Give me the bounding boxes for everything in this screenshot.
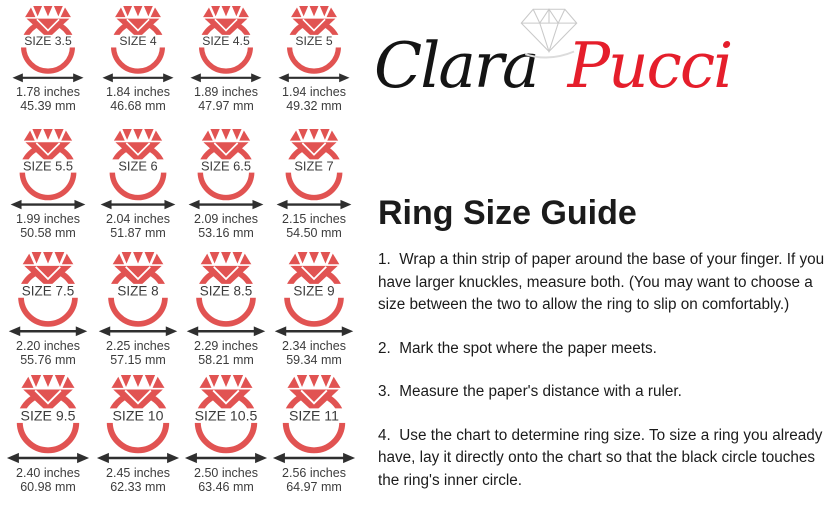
ring-measurements — [16, 86, 80, 113]
ring-size-grid — [2, 4, 374, 496]
ring-inches: 2.04 inches — [106, 212, 170, 226]
ring-size-item — [182, 250, 270, 373]
ring-size-item — [2, 127, 94, 250]
diameter-double-arrow-icon — [101, 200, 176, 209]
ring-mm: 51.87 mm — [110, 225, 166, 240]
ring-inches: 2.25 inches — [106, 339, 170, 353]
ring-inches: 2.15 inches — [282, 212, 346, 226]
ring-inches: 1.84 inches — [106, 85, 170, 99]
ring-inches: 1.89 inches — [194, 85, 258, 99]
ring-size-item — [182, 373, 270, 496]
ring-measurements — [194, 467, 258, 494]
diameter-double-arrow-icon — [187, 326, 265, 336]
ring-with-gem-icon — [187, 129, 265, 210]
ring-mm: 63.46 mm — [198, 479, 254, 494]
ring-size-item — [94, 250, 182, 373]
ring-measurements — [282, 340, 346, 367]
ring-inches: 2.34 inches — [282, 339, 346, 353]
ring-measurements — [106, 340, 170, 367]
ring-inches: 1.78 inches — [16, 85, 80, 99]
diameter-double-arrow-icon — [189, 200, 264, 209]
ring-with-gem-icon — [185, 252, 267, 337]
ring-with-gem-icon — [271, 375, 357, 464]
ring-inches: 2.45 inches — [106, 466, 170, 480]
diamond-outline-icon — [516, 5, 582, 65]
ring-mm: 53.16 mm — [198, 225, 254, 240]
instruction-step-3: 3. Measure the paper's distance with a ruler. — [378, 383, 682, 400]
ring-mm: 60.98 mm — [20, 479, 76, 494]
diameter-double-arrow-icon — [97, 453, 179, 463]
ring-size-label: SIZE 10.5 — [194, 407, 258, 424]
ring-with-gem-icon — [7, 252, 89, 337]
ring-size-item — [270, 127, 358, 250]
ring-size-label: SIZE 9 — [293, 283, 335, 299]
ring-size-item — [94, 4, 182, 127]
ring-with-gem-icon — [99, 129, 177, 210]
ring-with-gem-icon — [95, 375, 181, 464]
diameter-double-arrow-icon — [278, 73, 349, 82]
ring-measurements — [194, 213, 258, 240]
ring-size-label: SIZE 10 — [112, 407, 164, 424]
diameter-double-arrow-icon — [273, 453, 355, 463]
ring-inches: 1.94 inches — [282, 85, 346, 99]
ring-mm: 45.39 mm — [20, 98, 76, 113]
brand-name-pucci: Pucci — [567, 29, 732, 102]
ring-measurements — [282, 86, 346, 113]
ring-with-gem-icon — [97, 252, 179, 337]
ring-size-item — [2, 373, 94, 496]
brand-logo — [374, 0, 794, 106]
ring-size-label: SIZE 5.5 — [23, 158, 73, 174]
ring-size-label: SIZE 8 — [117, 283, 159, 299]
ring-inches: 2.56 inches — [282, 466, 346, 480]
ring-mm: 54.50 mm — [286, 225, 342, 240]
ring-with-gem-icon — [183, 375, 269, 464]
ring-measurements — [106, 86, 170, 113]
ring-size-item — [270, 4, 358, 127]
ring-size-item — [2, 4, 94, 127]
diameter-double-arrow-icon — [275, 326, 353, 336]
ring-mm: 59.34 mm — [286, 352, 342, 367]
ring-measurements — [106, 213, 170, 240]
ring-size-item — [94, 127, 182, 250]
ring-mm: 47.97 mm — [198, 98, 254, 113]
instruction-step-4: 4. Use the chart to determine ring size. To size a ring you already have, lay it directly onto the chart so that the black circle touches the ring's inner circle. — [378, 426, 827, 489]
instruction-step-1: 1. Wrap a thin strip of paper around the base of your finger. If you have larger knuckles, measure both. (You may want to choose a size between the two to allow the ring to slip on comfortably.) — [378, 251, 829, 313]
ring-with-gem-icon — [11, 6, 85, 83]
ring-measurements — [282, 213, 346, 240]
ring-with-gem-icon — [275, 129, 353, 210]
ring-size-label: SIZE 4.5 — [202, 34, 250, 49]
ring-with-gem-icon — [9, 129, 87, 210]
ring-with-gem-icon — [189, 6, 263, 83]
diameter-double-arrow-icon — [190, 73, 261, 82]
ring-mm: 62.33 mm — [110, 479, 166, 494]
ring-measurements — [282, 467, 346, 494]
diameter-double-arrow-icon — [7, 453, 89, 463]
ring-inches: 2.40 inches — [16, 466, 80, 480]
ring-size-item — [94, 373, 182, 496]
ring-measurements — [16, 340, 80, 367]
ring-mm: 57.15 mm — [110, 352, 166, 367]
diameter-double-arrow-icon — [185, 453, 267, 463]
instruction-step-2: 2. Mark the spot where the paper meets. — [378, 339, 657, 357]
ring-size-item — [2, 250, 94, 373]
ring-measurements — [194, 340, 258, 367]
ring-size-label: SIZE 6 — [118, 158, 158, 174]
page-title: Ring Size Guide — [378, 194, 637, 232]
ring-measurements — [16, 467, 80, 494]
ring-inches: 2.09 inches — [194, 212, 258, 226]
ring-measurements — [16, 213, 80, 240]
ring-mm: 58.21 mm — [198, 352, 254, 367]
ring-inches: 1.99 inches — [16, 212, 80, 226]
ring-inches: 2.29 inches — [194, 339, 258, 353]
ring-size-label: SIZE 5 — [295, 34, 333, 49]
diameter-double-arrow-icon — [11, 200, 86, 209]
ring-size-label: SIZE 3.5 — [24, 34, 72, 49]
ring-mm: 49.32 mm — [286, 98, 342, 113]
ring-size-label: SIZE 8.5 — [199, 283, 253, 299]
ring-with-gem-icon — [273, 252, 355, 337]
ring-size-label: SIZE 9.5 — [20, 407, 76, 424]
ring-with-gem-icon — [277, 6, 351, 83]
ring-inches: 2.20 inches — [16, 339, 80, 353]
ring-mm: 64.97 mm — [286, 479, 342, 494]
diameter-double-arrow-icon — [277, 200, 352, 209]
ring-mm: 55.76 mm — [20, 352, 76, 367]
ring-size-item — [182, 4, 270, 127]
brand-name-clara: Clara — [374, 29, 538, 102]
ring-measurements — [194, 86, 258, 113]
ring-size-label: SIZE 7 — [294, 158, 334, 174]
ring-with-gem-icon — [5, 375, 91, 464]
instructions — [378, 249, 836, 513]
ring-size-label: SIZE 11 — [289, 407, 339, 424]
ring-mm: 46.68 mm — [110, 98, 166, 113]
ring-size-label: SIZE 6.5 — [201, 158, 251, 174]
ring-measurements — [106, 467, 170, 494]
ring-size-item — [270, 373, 358, 496]
ring-size-item — [182, 127, 270, 250]
diameter-double-arrow-icon — [102, 73, 173, 82]
ring-size-item — [270, 250, 358, 373]
ring-size-label: SIZE 4 — [119, 34, 157, 49]
diameter-double-arrow-icon — [99, 326, 177, 336]
ring-mm: 50.58 mm — [20, 225, 76, 240]
ring-size-label: SIZE 7.5 — [21, 283, 75, 299]
diameter-double-arrow-icon — [12, 73, 83, 82]
ring-inches: 2.50 inches — [194, 466, 258, 480]
diameter-double-arrow-icon — [9, 326, 87, 336]
ring-with-gem-icon — [101, 6, 175, 83]
